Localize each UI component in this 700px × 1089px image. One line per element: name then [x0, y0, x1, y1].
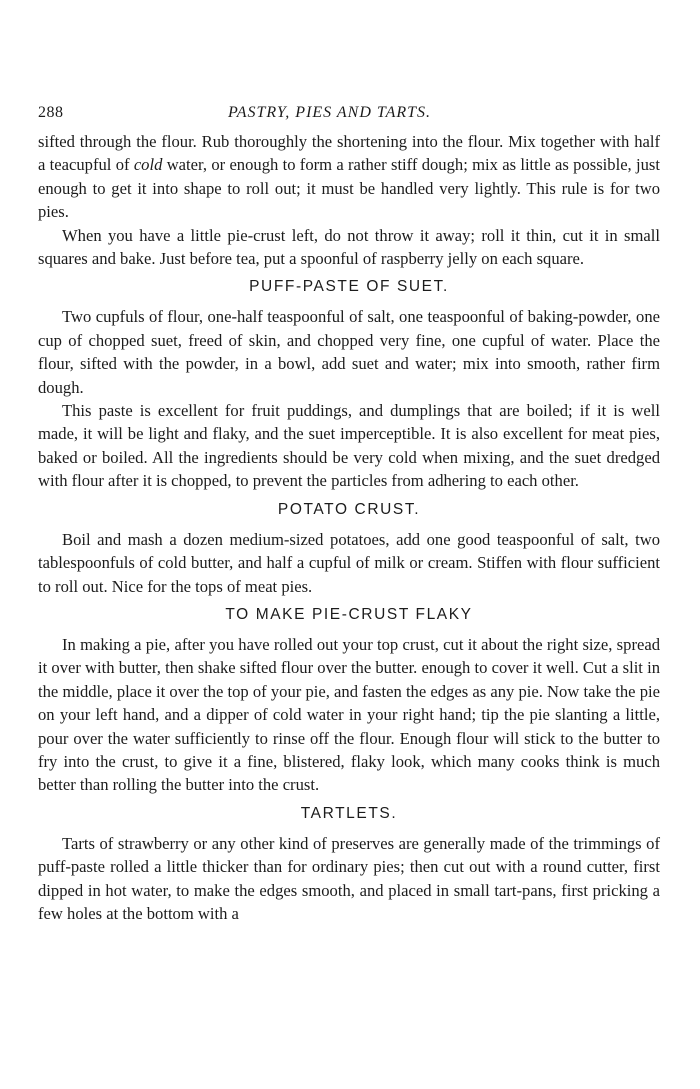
heading-tartlets: TARTLETS.	[300, 804, 398, 822]
book-page	[38, 104, 660, 925]
page-number: 288	[38, 104, 64, 121]
running-head	[38, 104, 660, 130]
intro-paragraph-2: When you have a little pie-crust left, do not throw it away; roll it thin, cut it in small squares and bake. Just before tea, put a spoonful of raspberry jelly on each square.	[38, 225, 660, 269]
heading-flaky-crust: TO MAKE PIE-CRUST FLAKY	[225, 605, 473, 623]
intro-emphasis: cold	[133, 155, 163, 175]
flaky-crust-paragraph: In making a pie, after you have rolled out your top crust, cut it about the right size, spread it over with butter, then shake sifted flour over the butter. enough to cover it well. Cut a slit in the middle, place it over the top of your pie, and fasten the edges as any pie. Now take the pie on your left hand, and a dipper of cold water in your right hand; tip the pie slanting a little, pour over the water sufficiently to rinse off the flour. Enough flour will stick to the butter to fry into the crust, to give it a fine, blistered, flaky look, which many cooks think is much better than rolling the butter into the crust.	[38, 634, 660, 795]
heading-puff-paste: PUFF-PASTE OF SUET.	[249, 278, 449, 296]
puff-paste-paragraph-1: Two cupfuls of flour, one-half teaspoonful of salt, one teaspoonful of baking-powder, one cup of chopped suet, freed of skin, and chopped very fine, one cupful of water. Place the flour, sifted with the powder, in a bowl, add suet and water; mix into smooth, rather firm dough.	[38, 307, 660, 397]
intro-paragraph-1	[38, 130, 660, 224]
tartlets-paragraph: Tarts of strawberry or any other kind of preserves are generally made of the trimmings of puff-paste rolled a little thicker than for ordinary pies; then cut out with a round cutter, first dipped in hot water, to make the edges smooth, and placed in small tart-pans, first pricking a few holes at the bottom with a	[38, 833, 660, 923]
intro-text-b: water, or enough to form a rather stiff dough; mix as little as possible, just enough to get it into shape to roll out; it must be handled very lightly. This rule is for two pies.	[38, 155, 660, 222]
running-title: PASTRY, PIES AND TARTS.	[228, 104, 432, 121]
potato-crust-paragraph: Boil and mash a dozen medium-sized potatoes, add one good teaspoonful of salt, two tablespoonfuls of cold butter, and half a cupful of milk or cream. Stiffen with flour sufficient to roll out. Nice for the tops of meat pies.	[38, 529, 660, 596]
intro-text-a: sifted through the flour. Rub thoroughly the shortening into the flour. Mix together with half a teacupful of	[38, 132, 660, 175]
puff-paste-paragraph-2: This paste is excellent for fruit puddings, and dumplings that are boiled; if it is well made, it will be light and flaky, and the suet imperceptible. It is also excellent for meat pies, baked or boiled. All the ingredients should be very cold when mixing, and the suet dredged with flour after it is chopped, to prevent the particles from adhering to each other.	[38, 401, 660, 491]
heading-potato-crust: POTATO CRUST.	[277, 500, 421, 518]
